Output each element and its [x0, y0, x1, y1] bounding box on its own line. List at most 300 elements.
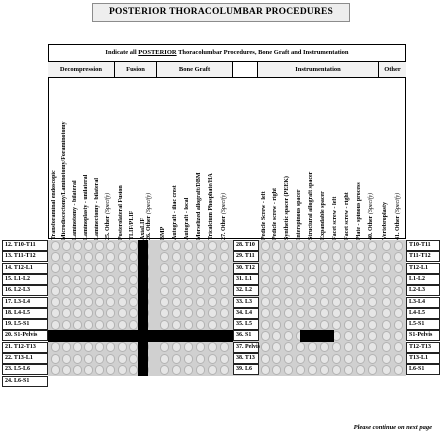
- checkbox-cell[interactable]: [84, 320, 93, 330]
- checkbox-cell[interactable]: [308, 365, 317, 375]
- row-label-mid: 39. L6: [233, 364, 259, 375]
- checkbox-cell[interactable]: [272, 320, 281, 330]
- checkbox-cell[interactable]: [220, 354, 229, 364]
- checkbox-cell[interactable]: [344, 263, 353, 273]
- checkbox-cell[interactable]: [62, 275, 71, 285]
- row-label-right: L4-L5: [406, 308, 440, 319]
- checkbox-cell[interactable]: [272, 365, 281, 375]
- checkbox-cell[interactable]: [220, 286, 229, 296]
- checkbox-cell[interactable]: [106, 365, 115, 375]
- checkbox-cell[interactable]: [184, 241, 193, 251]
- checkbox-cell[interactable]: [129, 354, 138, 364]
- checkbox-cell[interactable]: [394, 241, 403, 251]
- group-spacer-blank: [233, 62, 258, 78]
- checkbox-cell[interactable]: [368, 263, 377, 273]
- checkbox-cell[interactable]: [320, 252, 329, 262]
- checkbox-cell[interactable]: [284, 252, 293, 262]
- checkbox-cell[interactable]: [382, 241, 391, 251]
- checkbox-cell[interactable]: [272, 263, 281, 273]
- checkbox-cell[interactable]: [84, 263, 93, 273]
- group-other: Other: [379, 62, 406, 78]
- checkbox-cell[interactable]: [296, 286, 305, 296]
- checkbox-cell[interactable]: [332, 286, 341, 296]
- checkbox-cell[interactable]: [62, 320, 71, 330]
- checkbox-cell[interactable]: [394, 320, 403, 330]
- checkbox-cell[interactable]: [184, 354, 193, 364]
- checkbox-cell[interactable]: [106, 252, 115, 262]
- group-bone-graft: Bone Graft: [157, 62, 233, 78]
- row-label-left: 20. S1-Pelvis: [2, 330, 48, 341]
- checkbox-cell[interactable]: [196, 252, 205, 262]
- group-fusion: Fusion: [115, 62, 157, 78]
- col-decompression-1: Microdiscectomy/Laminotomy/Foraminotomy: [61, 121, 67, 240]
- col-instrumentation-7: Facet screw - right: [344, 192, 350, 240]
- checkbox-cell[interactable]: [344, 241, 353, 251]
- checkbox-cell[interactable]: [394, 297, 403, 307]
- checkbox-cell[interactable]: [118, 320, 127, 330]
- checkbox-cell[interactable]: [106, 354, 115, 364]
- checkbox-cell[interactable]: [344, 320, 353, 330]
- checkbox-cell[interactable]: [51, 241, 60, 251]
- checkbox-cell[interactable]: [160, 275, 169, 285]
- checkbox-cell[interactable]: [84, 286, 93, 296]
- instruction-text-rest: Thoracolumbar Procedures, Bone Graft and Instrumentation: [176, 49, 349, 56]
- checkbox-cell[interactable]: [184, 297, 193, 307]
- checkbox-cell[interactable]: [62, 354, 71, 364]
- checkbox-cell[interactable]: [62, 365, 71, 375]
- checkbox-cell[interactable]: [196, 263, 205, 273]
- checkbox-cell[interactable]: [272, 252, 281, 262]
- checkbox-cell[interactable]: [382, 320, 391, 330]
- checkbox-cell[interactable]: [394, 365, 403, 375]
- checkbox-cell[interactable]: [172, 354, 181, 364]
- checkbox-cell[interactable]: [196, 365, 205, 375]
- checkbox-cell[interactable]: [172, 252, 181, 262]
- checkbox-cell[interactable]: [332, 275, 341, 285]
- checkbox-cell[interactable]: [51, 354, 60, 364]
- checkbox-cell[interactable]: [129, 286, 138, 296]
- checkbox-cell[interactable]: [356, 252, 365, 262]
- checkbox-cell[interactable]: [106, 286, 115, 296]
- checkbox-cell[interactable]: [184, 320, 193, 330]
- col-instrumentation-8: Plate - spinous process: [356, 182, 362, 240]
- checkbox-cell[interactable]: [320, 275, 329, 285]
- col-decompression-0: Transforaminal endoscopic: [51, 170, 57, 240]
- checkbox-cell[interactable]: [320, 320, 329, 330]
- row-label-mid: 33. L3: [233, 297, 259, 308]
- row-label-mid: 28. T10: [233, 240, 259, 251]
- col-instrumentation-9: 40. Other (Specify): [368, 192, 374, 240]
- checkbox-cell[interactable]: [296, 263, 305, 273]
- col-other-0: Vertebroplasty: [382, 202, 388, 240]
- checkbox-cell[interactable]: [296, 241, 305, 251]
- checkbox-cell[interactable]: [220, 241, 229, 251]
- checkbox-cell[interactable]: [84, 354, 93, 364]
- checkbox-cell[interactable]: [51, 286, 60, 296]
- checkbox-cell[interactable]: [308, 297, 317, 307]
- checkbox-cell[interactable]: [129, 297, 138, 307]
- checkbox-cell[interactable]: [296, 252, 305, 262]
- checkbox-cell[interactable]: [368, 354, 377, 364]
- checkbox-cell[interactable]: [332, 320, 341, 330]
- checkbox-cell[interactable]: [73, 286, 82, 296]
- checkbox-cell[interactable]: [106, 263, 115, 273]
- checkbox-cell[interactable]: [208, 275, 217, 285]
- checkbox-cell[interactable]: [106, 241, 115, 251]
- row-label-right: L2-L3: [406, 285, 440, 296]
- checkbox-cell[interactable]: [344, 252, 353, 262]
- row-label-left: 12. T10-T11: [2, 240, 48, 251]
- checkbox-cell[interactable]: [160, 354, 169, 364]
- checkbox-cell[interactable]: [344, 297, 353, 307]
- col-decompression-2: Laminotomy - bilateral: [72, 180, 78, 240]
- checkbox-cell[interactable]: [356, 320, 365, 330]
- checkbox-cell[interactable]: [196, 275, 205, 285]
- checkbox-cell[interactable]: [160, 297, 169, 307]
- checkbox-cell[interactable]: [196, 297, 205, 307]
- checkbox-cell[interactable]: [62, 241, 71, 251]
- checkbox-cell[interactable]: [261, 297, 270, 307]
- checkbox-cell[interactable]: [95, 297, 104, 307]
- checkbox-cell[interactable]: [184, 252, 193, 262]
- row-label-right: T12-T13: [406, 342, 440, 353]
- checkbox-cell[interactable]: [73, 365, 82, 375]
- col-bone-graft-3: Morselized allograft/DBM: [196, 172, 202, 240]
- checkbox-cell[interactable]: [382, 331, 391, 341]
- checkbox-cell[interactable]: [129, 365, 138, 375]
- col-decompression-5: 25. Other (Specify): [105, 192, 111, 240]
- checkbox-cell[interactable]: [73, 275, 82, 285]
- checkbox-cell[interactable]: [51, 275, 60, 285]
- row-label-right: L1-L2: [406, 274, 440, 285]
- checkbox-cell[interactable]: [184, 365, 193, 375]
- checkbox-cell[interactable]: [344, 365, 353, 375]
- checkbox-cell[interactable]: [261, 286, 270, 296]
- checkbox-cell[interactable]: [332, 365, 341, 375]
- checkbox-cell[interactable]: [184, 263, 193, 273]
- checkbox-cell[interactable]: [344, 275, 353, 285]
- checkbox-cell[interactable]: [118, 286, 127, 296]
- checkbox-cell[interactable]: [308, 241, 317, 251]
- checkbox-cell[interactable]: [73, 241, 82, 251]
- checkbox-cell[interactable]: [160, 286, 169, 296]
- col-decompression-3: Laminoplasty - unilateral: [83, 174, 89, 240]
- checkbox-cell[interactable]: [172, 365, 181, 375]
- checkbox-cell[interactable]: [172, 263, 181, 273]
- checkbox-cell[interactable]: [208, 354, 217, 364]
- row-label-left: 15. L1-L2: [2, 274, 48, 285]
- checkbox-cell[interactable]: [320, 241, 329, 251]
- col-instrumentation-6: Facet screw - left: [332, 196, 338, 240]
- checkbox-cell[interactable]: [394, 331, 403, 341]
- checkbox-cell[interactable]: [208, 297, 217, 307]
- checkbox-cell[interactable]: [62, 252, 71, 262]
- checkbox-cell[interactable]: [184, 275, 193, 285]
- checkbox-cell[interactable]: [394, 263, 403, 273]
- checkbox-cell[interactable]: [172, 275, 181, 285]
- checkbox-cell[interactable]: [272, 354, 281, 364]
- row-label-mid: 29. T11: [233, 251, 259, 262]
- checkbox-cell[interactable]: [332, 241, 341, 251]
- checkbox-cell[interactable]: [284, 275, 293, 285]
- checkbox-cell[interactable]: [220, 263, 229, 273]
- checkbox-cell[interactable]: [261, 320, 270, 330]
- row-label-mid: 35. L5: [233, 319, 259, 330]
- checkbox-cell[interactable]: [344, 354, 353, 364]
- checkbox-cell[interactable]: [196, 320, 205, 330]
- checkbox-cell[interactable]: [272, 241, 281, 251]
- checkbox-cell[interactable]: [308, 263, 317, 273]
- row-label-left: 18. L4-L5: [2, 308, 48, 319]
- col-instrumentation-5: Expandable spacer: [320, 191, 326, 240]
- checkbox-cell[interactable]: [129, 252, 138, 262]
- checkbox-cell[interactable]: [95, 275, 104, 285]
- checkbox-cell[interactable]: [129, 320, 138, 330]
- checkbox-cell[interactable]: [160, 320, 169, 330]
- checkbox-cell[interactable]: [344, 331, 353, 341]
- checkbox-cell[interactable]: [208, 241, 217, 251]
- checkbox-cell[interactable]: [296, 275, 305, 285]
- checkbox-cell[interactable]: [118, 252, 127, 262]
- checkbox-cell[interactable]: [84, 297, 93, 307]
- checkbox-cell[interactable]: [368, 275, 377, 285]
- checkbox-cell[interactable]: [356, 263, 365, 273]
- checkbox-cell[interactable]: [208, 320, 217, 330]
- checkbox-cell[interactable]: [118, 297, 127, 307]
- checkbox-cell[interactable]: [172, 286, 181, 296]
- checkbox-cell[interactable]: [394, 275, 403, 285]
- checkbox-cell[interactable]: [356, 297, 365, 307]
- checkbox-cell[interactable]: [62, 297, 71, 307]
- col-instrumentation-3: Interspinous spacer: [296, 189, 302, 240]
- checkbox-cell[interactable]: [51, 320, 60, 330]
- checkbox-cell[interactable]: [261, 241, 270, 251]
- checkbox-cell[interactable]: [332, 354, 341, 364]
- checkbox-cell[interactable]: [356, 365, 365, 375]
- checkbox-cell[interactable]: [320, 365, 329, 375]
- checkbox-cell[interactable]: [308, 286, 317, 296]
- form-instruction: [48, 44, 406, 62]
- row-label-left: 21. T12-T13: [2, 342, 48, 353]
- checkbox-cell[interactable]: [261, 275, 270, 285]
- checkbox-cell[interactable]: [356, 275, 365, 285]
- checkbox-cell[interactable]: [356, 354, 365, 364]
- checkbox-cell[interactable]: [160, 252, 169, 262]
- checkbox-cell[interactable]: [95, 354, 104, 364]
- checkbox-cell[interactable]: [284, 331, 293, 341]
- checkbox-cell[interactable]: [320, 263, 329, 273]
- checkbox-cell[interactable]: [272, 297, 281, 307]
- checkbox-cell[interactable]: [118, 263, 127, 273]
- checkbox-cell[interactable]: [284, 297, 293, 307]
- checkbox-cell[interactable]: [382, 252, 391, 262]
- checkbox-cell[interactable]: [196, 286, 205, 296]
- checkbox-cell[interactable]: [118, 365, 127, 375]
- checkbox-cell[interactable]: [196, 241, 205, 251]
- row-label-mid: 38. T13: [233, 353, 259, 364]
- row-label-mid: 30. T12: [233, 263, 259, 274]
- col-bone-graft-0: BMP: [160, 226, 166, 240]
- checkbox-cell[interactable]: [382, 354, 391, 364]
- checkbox-cell[interactable]: [320, 297, 329, 307]
- checkbox-cell[interactable]: [51, 365, 60, 375]
- checkbox-cell[interactable]: [356, 331, 365, 341]
- row-label-right: T13-L1: [406, 353, 440, 364]
- checkbox-cell[interactable]: [284, 320, 293, 330]
- checkbox-cell[interactable]: [382, 365, 391, 375]
- empty-area-left: [48, 376, 233, 387]
- checkbox-cell[interactable]: [382, 286, 391, 296]
- row-label-mid: 34. L4: [233, 308, 259, 319]
- checkbox-cell[interactable]: [368, 241, 377, 251]
- checkbox-cell[interactable]: [320, 286, 329, 296]
- checkbox-cell[interactable]: [320, 354, 329, 364]
- checkbox-cell[interactable]: [84, 365, 93, 375]
- checkbox-cell[interactable]: [106, 320, 115, 330]
- col-fusion-2: 26. Other (Specify): [146, 192, 152, 240]
- checkbox-cell[interactable]: [308, 354, 317, 364]
- checkbox-cell[interactable]: [196, 354, 205, 364]
- checkbox-cell[interactable]: [394, 252, 403, 262]
- checkbox-cell[interactable]: [272, 331, 281, 341]
- checkbox-cell[interactable]: [308, 320, 317, 330]
- checkbox-cell[interactable]: [356, 241, 365, 251]
- checkbox-cell[interactable]: [208, 263, 217, 273]
- checkbox-cell[interactable]: [332, 263, 341, 273]
- checkbox-cell[interactable]: [95, 252, 104, 262]
- row-label-left: 23. L5-L6: [2, 364, 48, 375]
- blocked-row-s1-pelvis-left: [48, 330, 233, 342]
- checkbox-cell[interactable]: [394, 286, 403, 296]
- checkbox-cell[interactable]: [172, 320, 181, 330]
- checkbox-cell[interactable]: [332, 297, 341, 307]
- checkbox-cell[interactable]: [106, 297, 115, 307]
- checkbox-cell[interactable]: [382, 275, 391, 285]
- col-bone-graft-2: Autograft - local: [184, 197, 190, 240]
- checkbox-cell[interactable]: [368, 331, 377, 341]
- checkbox-cell[interactable]: [394, 354, 403, 364]
- checkbox-cell[interactable]: [73, 354, 82, 364]
- blocked-row-s1-instrumentation: [300, 330, 334, 342]
- checkbox-cell[interactable]: [208, 365, 217, 375]
- checkbox-cell[interactable]: [382, 297, 391, 307]
- checkbox-cell[interactable]: [261, 365, 270, 375]
- checkbox-cell[interactable]: [220, 320, 229, 330]
- checkbox-cell[interactable]: [220, 275, 229, 285]
- checkbox-cell[interactable]: [51, 297, 60, 307]
- checkbox-cell[interactable]: [261, 354, 270, 364]
- checkbox-cell[interactable]: [308, 252, 317, 262]
- checkbox-cell[interactable]: [73, 252, 82, 262]
- checkbox-cell[interactable]: [296, 365, 305, 375]
- checkbox-cell[interactable]: [272, 286, 281, 296]
- checkbox-cell[interactable]: [95, 286, 104, 296]
- checkbox-cell[interactable]: [73, 320, 82, 330]
- col-instrumentation-4: Structural allograft spacer: [308, 171, 314, 240]
- instruction-emphasis: POSTERIOR: [138, 49, 177, 56]
- checkbox-cell[interactable]: [356, 286, 365, 296]
- col-decompression-4: Laminectomy - bilateral: [94, 178, 100, 240]
- checkbox-cell[interactable]: [51, 252, 60, 262]
- checkbox-cell[interactable]: [382, 263, 391, 273]
- checkbox-cell[interactable]: [368, 252, 377, 262]
- checkbox-cell[interactable]: [95, 263, 104, 273]
- checkbox-cell[interactable]: [73, 263, 82, 273]
- checkbox-cell[interactable]: [284, 241, 293, 251]
- group-decompression: Decompression: [48, 62, 115, 78]
- checkbox-cell[interactable]: [284, 354, 293, 364]
- checkbox-cell[interactable]: [129, 263, 138, 273]
- checkbox-cell[interactable]: [296, 354, 305, 364]
- checkbox-cell[interactable]: [118, 354, 127, 364]
- checkbox-cell[interactable]: [160, 365, 169, 375]
- checkbox-cell[interactable]: [284, 263, 293, 273]
- checkbox-cell[interactable]: [62, 263, 71, 273]
- checkbox-cell[interactable]: [129, 241, 138, 251]
- checkbox-cell[interactable]: [332, 252, 341, 262]
- checkbox-cell[interactable]: [129, 275, 138, 285]
- checkbox-cell[interactable]: [368, 286, 377, 296]
- checkbox-cell[interactable]: [368, 320, 377, 330]
- checkbox-cell[interactable]: [84, 275, 93, 285]
- checkbox-cell[interactable]: [84, 252, 93, 262]
- checkbox-cell[interactable]: [308, 275, 317, 285]
- checkbox-cell[interactable]: [172, 297, 181, 307]
- page-title: POSTERIOR THORACOLUMBAR PROCEDURES: [92, 3, 350, 22]
- checkbox-cell[interactable]: [272, 275, 281, 285]
- instruction-text: Indicate all: [105, 49, 139, 56]
- checkbox-cell[interactable]: [344, 286, 353, 296]
- checkbox-cell[interactable]: [172, 241, 181, 251]
- checkbox-cell[interactable]: [95, 241, 104, 251]
- checkbox-cell[interactable]: [184, 286, 193, 296]
- checkbox-cell[interactable]: [62, 286, 71, 296]
- checkbox-cell[interactable]: [208, 252, 217, 262]
- checkbox-cell[interactable]: [284, 286, 293, 296]
- checkbox-cell[interactable]: [106, 275, 115, 285]
- checkbox-cell[interactable]: [95, 365, 104, 375]
- checkbox-cell[interactable]: [220, 252, 229, 262]
- checkbox-cell[interactable]: [368, 297, 377, 307]
- checkbox-cell[interactable]: [220, 365, 229, 375]
- checkbox-cell[interactable]: [118, 241, 127, 251]
- checkbox-cell[interactable]: [296, 320, 305, 330]
- checkbox-cell[interactable]: [284, 365, 293, 375]
- checkbox-cell[interactable]: [261, 252, 270, 262]
- empty-area: [233, 376, 406, 387]
- col-fusion-0: Posterolateral Fusion: [118, 185, 124, 240]
- row-label-left: 17. L3-L4: [2, 297, 48, 308]
- col-instrumentation-0: Pedicle Screw - left: [261, 191, 267, 240]
- checkbox-cell[interactable]: [208, 286, 217, 296]
- checkbox-cell[interactable]: [51, 263, 60, 273]
- checkbox-cell[interactable]: [160, 263, 169, 273]
- row-label-right: T12-L1: [406, 263, 440, 274]
- row-label-left: 22. T13-L1: [2, 353, 48, 364]
- checkbox-cell[interactable]: [160, 241, 169, 251]
- row-label-left: 16. L2-L3: [2, 285, 48, 296]
- checkbox-cell[interactable]: [73, 297, 82, 307]
- checkbox-cell[interactable]: [84, 241, 93, 251]
- checkbox-cell[interactable]: [118, 275, 127, 285]
- checkbox-cell[interactable]: [261, 263, 270, 273]
- checkbox-cell[interactable]: [220, 297, 229, 307]
- checkbox-cell[interactable]: [95, 320, 104, 330]
- checkbox-cell[interactable]: [368, 365, 377, 375]
- checkbox-cell[interactable]: [261, 331, 270, 341]
- checkbox-cell[interactable]: [296, 297, 305, 307]
- row-label-left: 14. T12-L1: [2, 263, 48, 274]
